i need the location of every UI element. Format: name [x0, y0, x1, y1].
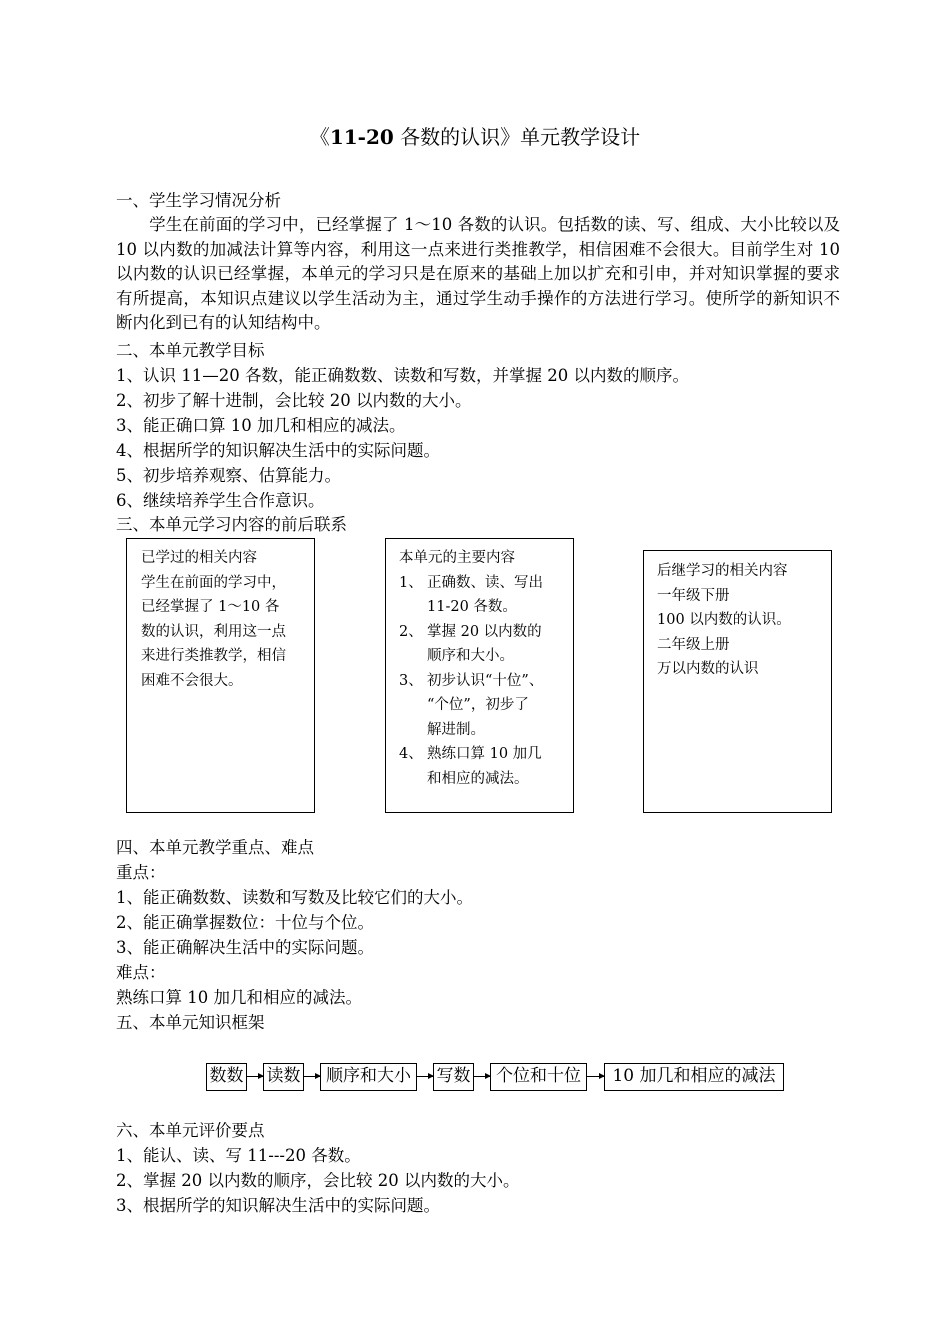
next-box-line: 后继学习的相关内容 — [657, 563, 788, 579]
flow-step-box: 个位和十位 — [490, 1063, 587, 1091]
section-3-heading: 三、本单元学习内容的前后联系 — [116, 515, 347, 534]
section-1-paragraph-text: 学生在前面的学习中，已经掌握了 1～10 各数的认识。包括数的读、写、组成、大小比较以及 10 以内数的加减法计算等内容，利用这一点来进行类推教学，相信困难不会很大。目前学生对 10 以内数的认识已经掌握，本单元的学习只是在原来的基础上加以扩充和引申，并对知识掌握的要求有所提高，本知识点建议以学生活动为主，通过学生动手操作的方法进行学习。使所学的新知识不断内化到已有的认知结构中。 — [116, 215, 840, 333]
flow-step-box: 写数 — [433, 1063, 474, 1091]
main-item-number: 4、 — [399, 746, 423, 762]
main-content-item — [399, 669, 565, 743]
main-item-line: 熟练口算 10 加几 — [427, 746, 542, 762]
flow-step-box: 读数 — [263, 1063, 304, 1091]
flow-arrow-icon — [417, 1076, 433, 1077]
section-2-heading: 二、本单元教学目标 — [116, 341, 265, 360]
prior-box-line: 困难不会很大。 — [141, 672, 243, 689]
main-item-line: 顺序和大小。 — [427, 648, 514, 664]
title-rest: 各数的认识》单元教学设计 — [393, 125, 641, 149]
next-box-line: 万以内数的认识 — [657, 661, 759, 677]
goal-item: 6、继续培养学生合作意识。 — [116, 491, 325, 510]
evaluation-item: 3、根据所学的知识解决生活中的实际问题。 — [116, 1196, 440, 1215]
next-box-line: 一年级下册 — [657, 587, 730, 604]
key-point-item: 1、能正确数数、读数和写数及比较它们的大小。 — [116, 888, 473, 907]
prior-knowledge-box — [126, 538, 315, 813]
difficult-point-text: 熟练口算 10 加几和相应的减法。 — [116, 988, 362, 1007]
main-content-item — [399, 620, 565, 669]
next-box-line: 二年级上册 — [657, 636, 730, 653]
main-box-title: 本单元的主要内容 — [399, 550, 515, 566]
follow-up-content-box — [643, 550, 832, 813]
goal-item: 2、初步了解十进制，会比较 20 以内数的大小。 — [116, 391, 472, 410]
main-item-line: 11-20 各数。 — [427, 599, 517, 615]
flow-step-box: 顺序和大小 — [320, 1063, 417, 1091]
section-6-heading: 六、本单元评价要点 — [116, 1121, 265, 1140]
flow-arrow-icon — [247, 1076, 263, 1077]
prior-box-line: 已学过的相关内容 — [141, 550, 257, 566]
title-open-quote: 《 — [309, 125, 330, 149]
flow-arrow-icon — [474, 1076, 490, 1077]
flow-arrow-icon — [304, 1076, 320, 1077]
main-item-number: 3、 — [399, 672, 423, 689]
prior-box-line: 来进行类推教学，相信 — [141, 648, 286, 664]
knowledge-framework-flow — [0, 1063, 950, 1091]
next-box-line: 100 以内数的认识。 — [657, 612, 791, 628]
goal-item: 3、能正确口算 10 加几和相应的减法。 — [116, 416, 406, 435]
main-item-line: 正确数、读、写出 — [427, 574, 543, 591]
goal-item: 4、根据所学的知识解决生活中的实际问题。 — [116, 441, 440, 460]
goal-item: 1、认识 11—20 各数，能正确数数、读数和写数，并掌握 20 以内数的顺序。 — [116, 366, 689, 385]
main-item-number: 1、 — [399, 574, 423, 591]
main-content-item — [399, 742, 565, 791]
main-item-line: 掌握 20 以内数的 — [427, 623, 542, 640]
evaluation-item: 1、能认、读、写 11---20 各数。 — [116, 1146, 361, 1165]
main-content-item — [399, 571, 565, 620]
prior-box-line: 已经掌握了 1～10 各 — [141, 599, 280, 615]
main-item-line: 解进制。 — [427, 721, 485, 738]
key-point-item: 2、能正确掌握数位：十位与个位。 — [116, 913, 374, 932]
evaluation-item: 2、掌握 20 以内数的顺序，会比较 20 以内数的大小。 — [116, 1171, 520, 1190]
flow-arrow-icon — [587, 1076, 604, 1077]
section-1-paragraph — [116, 213, 840, 336]
main-item-number: 2、 — [399, 623, 423, 640]
main-item-line: 初步认识“十位”、 — [427, 672, 544, 689]
main-item-line: “个位”，初步了 — [427, 697, 529, 713]
flow-step-box: 数数 — [206, 1063, 247, 1091]
section-4-heading: 四、本单元教学重点、难点 — [116, 838, 314, 857]
unit-main-content-box — [385, 538, 574, 813]
goal-item: 5、初步培养观察、估算能力。 — [116, 466, 341, 485]
key-point-item: 3、能正确解决生活中的实际问题。 — [116, 938, 374, 957]
section-1-heading: 一、学生学习情况分析 — [116, 191, 281, 210]
main-item-line: 和相应的减法。 — [427, 770, 529, 787]
difficult-points-label: 难点： — [116, 963, 166, 982]
document-title — [0, 124, 950, 150]
section-5-heading: 五、本单元知识框架 — [116, 1013, 265, 1032]
key-points-label: 重点： — [116, 863, 166, 882]
prior-box-line: 数的认识，利用这一点 — [141, 623, 286, 640]
prior-box-line: 学生在前面的学习中， — [141, 574, 286, 591]
title-number-range: 11-20 — [329, 125, 394, 149]
flow-step-box: 10 加几和相应的减法 — [604, 1063, 784, 1091]
